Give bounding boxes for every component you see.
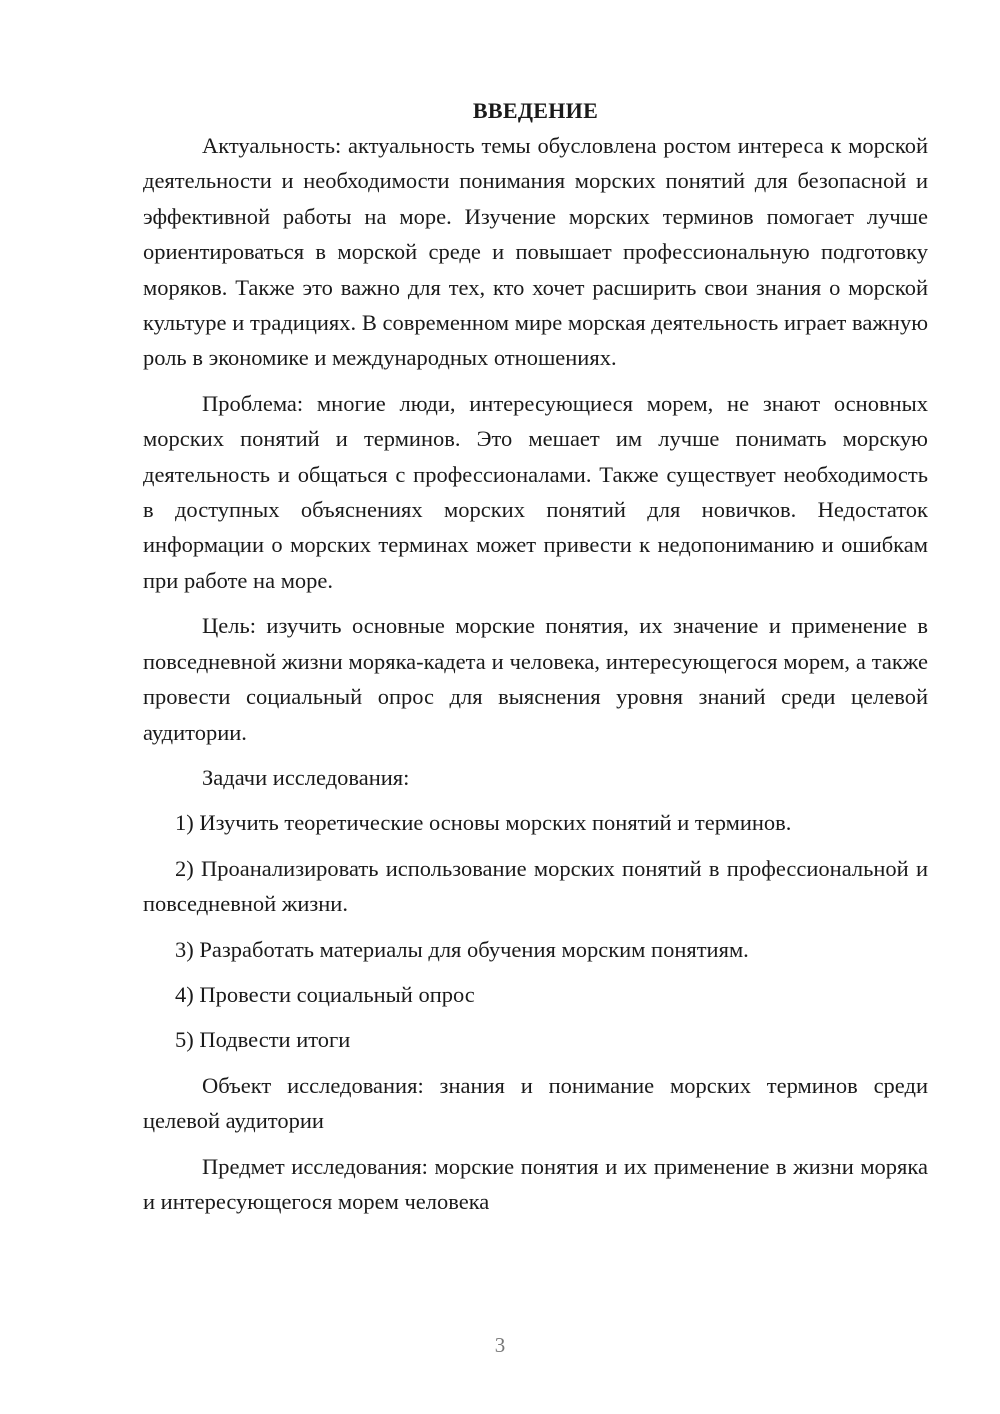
task-item: 4) Провести социальный опрос [175,981,475,1007]
task-item: 5) Подвести итоги [175,1027,351,1053]
page-number: 3 [494,1333,506,1357]
subject-paragraph: Предмет исследования: морские понятия и их применение в жизни моряка и интересующегося морем человека [143,1153,928,1214]
relevance-paragraph: Актуальность: актуальность темы обусловлена ростом интереса к морской деятельности и необходимости понимания морских понятий для безопасной и эффективной работы на море. Изучение морских терминов помогает лучше ориентироваться в морской среде и повышает профессиональную подготовку моряков. Также это важно для тех, кто хочет расширить свои знания о морской культуре и традициях. В современном мире морская деятельность играет важную роль в экономике и международных отношениях. [143,133,928,371]
goal-paragraph: Цель: изучить основные морские понятия, их значение и применение в повседневной жизни моряка-кадета и человека, интересующегося морем, а также провести социальный опрос для выяснения уровня знаний среди целевой аудитории. [143,613,928,745]
problem-paragraph: Проблема: многие люди, интересующиеся морем, не знают основных морских понятий и терминов. Это мешает им лучше понимать морскую деятельность и общаться с профессионалами. Также существует необходимость в доступных объяснениях морских понятий для новичков. Недостаток информации о морских терминах может привести к недопониманию и ошибкам при работе на море. [143,390,928,593]
task-item: 3) Разработать материалы для обучения морским понятиям. [175,936,749,962]
object-paragraph: Объект исследования: знания и понимание морских терминов среди целевой аудитории [143,1072,928,1134]
document-body [143,93,928,1219]
page-title: ВВЕДЕНИЕ [472,98,599,123]
task-item: 1) Изучить теоретические основы морских понятий и терминов. [175,810,792,836]
task-item: 2) Проанализировать использование морских понятий в профессиональной и повседневной жизни. [143,855,928,917]
tasks-heading: Задачи исследования: [202,764,410,790]
